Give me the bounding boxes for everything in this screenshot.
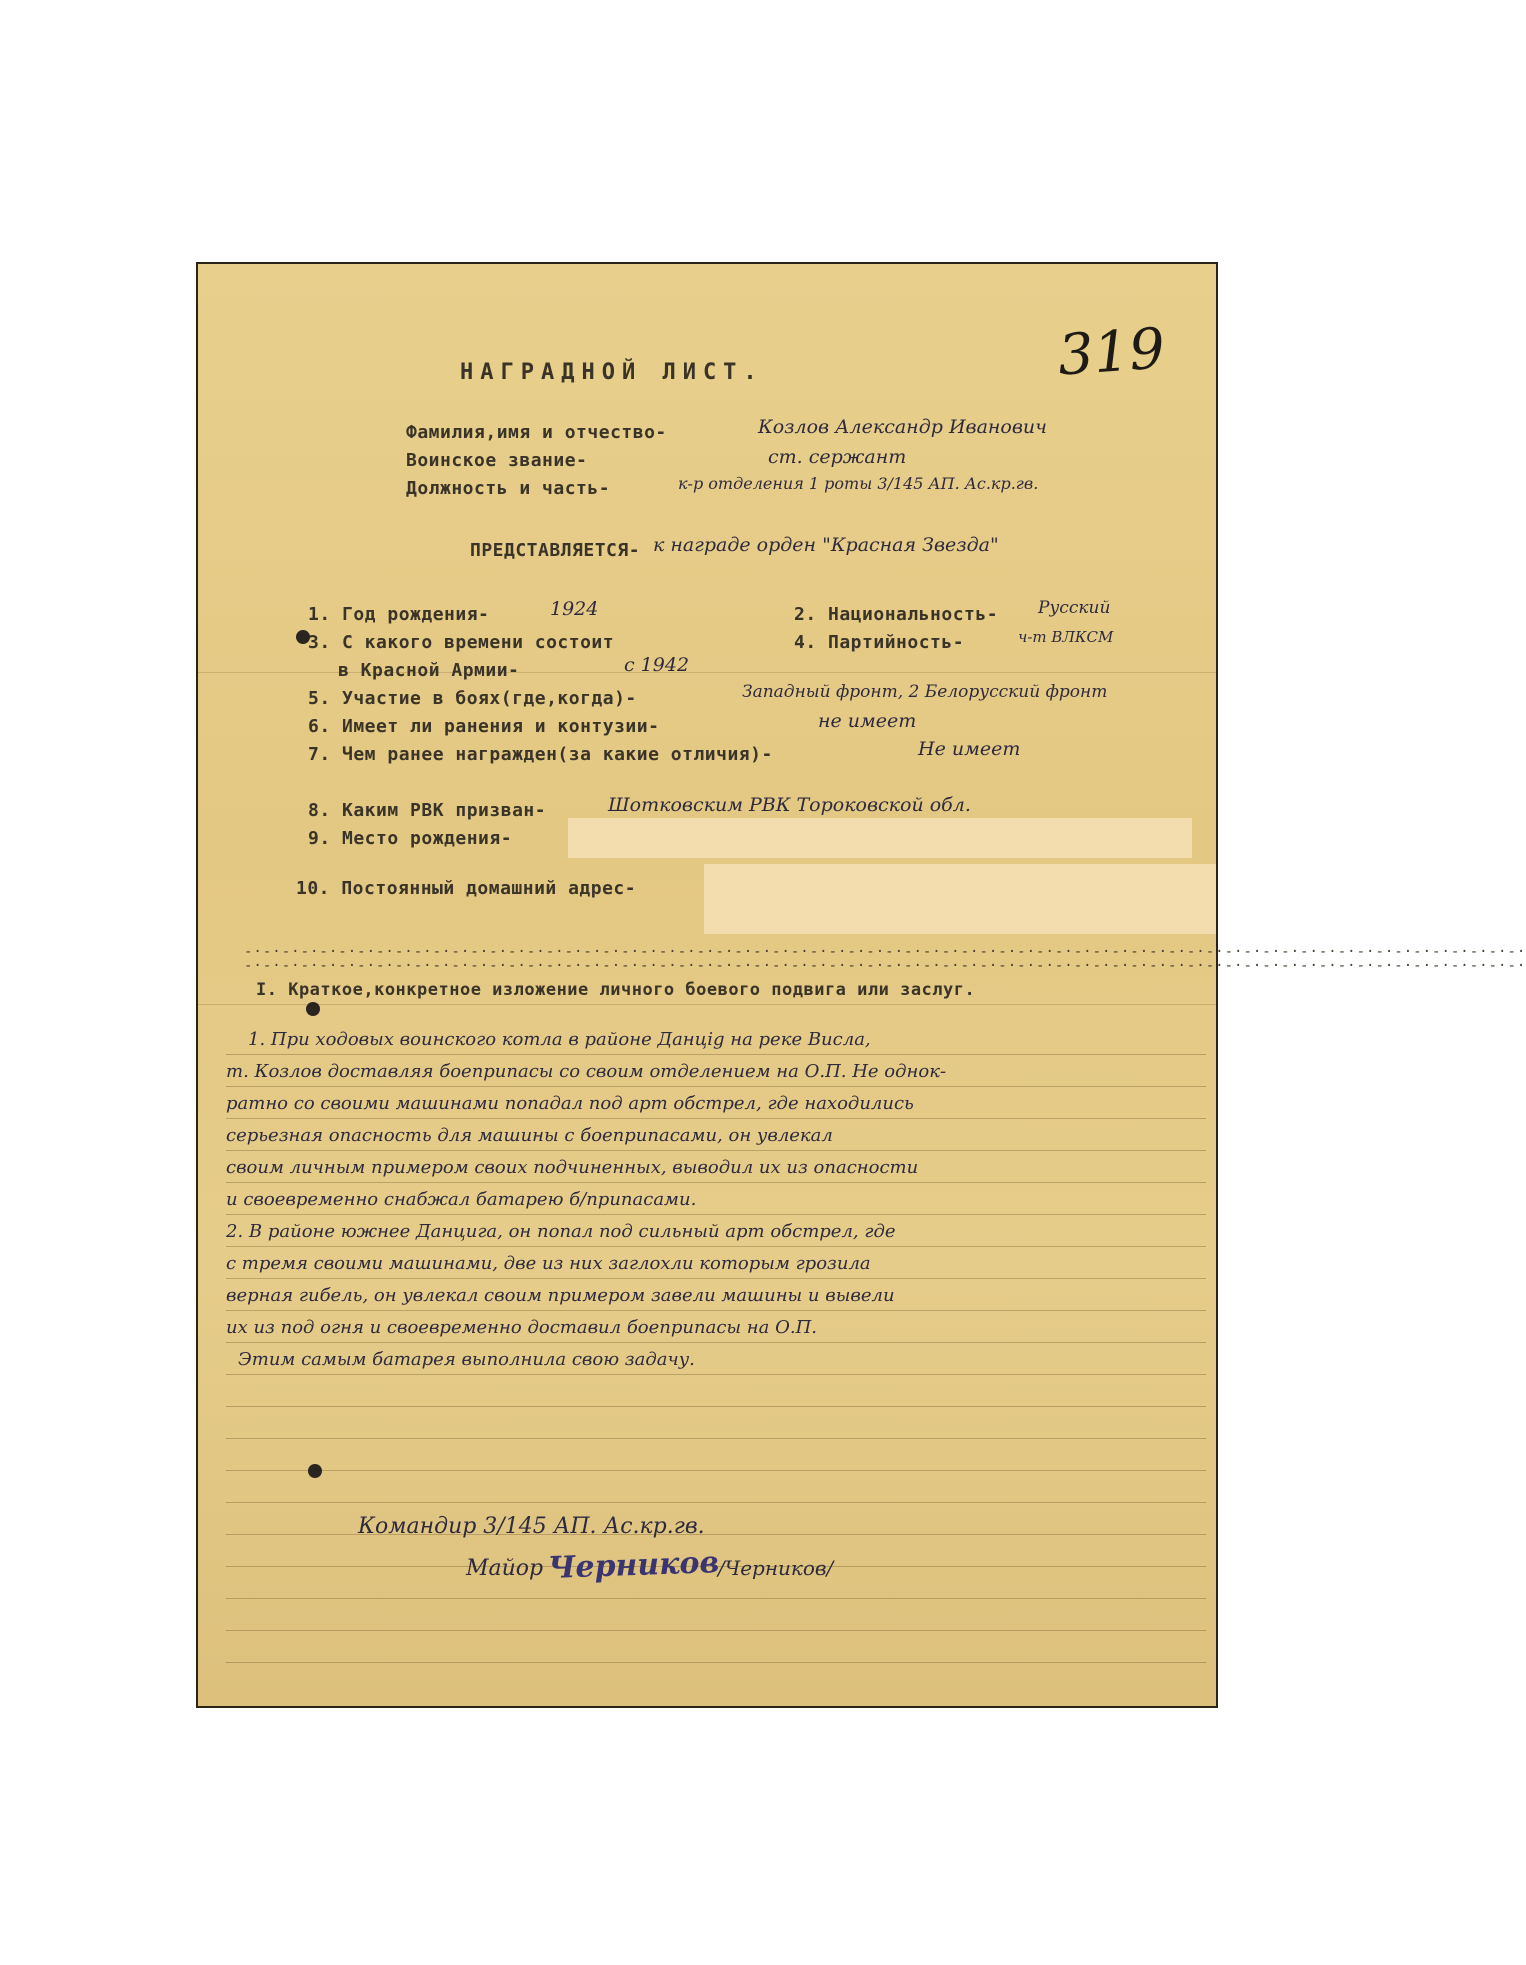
field-7-value: Не имеет bbox=[918, 738, 1021, 760]
narrative-line: с тремя своими машинами, две из них заглохли которым грозила bbox=[226, 1253, 871, 1274]
field-5-label: 5. Участие в боях(где,когда)- bbox=[308, 688, 637, 709]
ruled-line bbox=[226, 1470, 1206, 1471]
ruled-line bbox=[226, 1502, 1206, 1503]
signature-name: /Черников/ bbox=[718, 1556, 834, 1580]
narrative-line: т. Козлов доставляя боеприпасы со своим отделением на О.П. Не однок- bbox=[226, 1061, 947, 1082]
ruled-line bbox=[226, 1150, 1206, 1151]
field-3-label-cont: в Красной Армии- bbox=[338, 660, 520, 681]
ruled-line bbox=[226, 1246, 1206, 1247]
field-6-label: 6. Имеет ли ранения и контузии- bbox=[308, 716, 660, 737]
redacted-area bbox=[568, 818, 1192, 858]
field-2-label: 2. Национальность- bbox=[794, 604, 999, 625]
field-1-label: 1. Год рождения- bbox=[308, 604, 490, 625]
field-2-value: Русский bbox=[1038, 598, 1111, 618]
field-8-label: 8. Каким РВК призван- bbox=[308, 800, 547, 821]
handwritten-signature: Черников bbox=[547, 1545, 720, 1586]
ruled-line bbox=[226, 1214, 1206, 1215]
ruled-line bbox=[226, 1374, 1206, 1375]
ruled-line bbox=[226, 1118, 1206, 1119]
rank-label: Воинское звание- bbox=[406, 450, 588, 471]
ruled-line bbox=[226, 1086, 1206, 1087]
narrative-line: своим личным примером своих подчиненных, выводил их из опасности bbox=[226, 1157, 919, 1178]
field-4-value: ч-т ВЛКСМ bbox=[1018, 628, 1114, 646]
ruled-line bbox=[226, 1438, 1206, 1439]
narrative-line: Этим самым батарея выполнила свою задачу. bbox=[238, 1349, 695, 1370]
name-value: Козлов Александр Иванович bbox=[758, 416, 1047, 438]
narrative-line: верная гибель, он увлекал своим примером завели машины и вывели bbox=[226, 1285, 895, 1306]
ruled-line bbox=[226, 1406, 1206, 1407]
separator-line: -·-·-·-·-·-·-·-·-·-·-·-·-·-·-·-·-·-·-·-·-·-·-·-·-·-·-·-·-·-·-·-·-·-·-·-·-·-·-·-·-·-·-·-·-·-·-·-·-·-·-·-·-·-·-·-·-·-·-·-·-·-·-·-·-·-·-·-· bbox=[244, 958, 1526, 974]
field-9-label: 9. Место рождения- bbox=[308, 828, 513, 849]
field-7-label: 7. Чем ранее награжден(за какие отличия)- bbox=[308, 744, 773, 765]
ruled-line bbox=[226, 1278, 1206, 1279]
narrative-line: 2. В районе южнее Данцига, он попал под сильный арт обстрел, где bbox=[226, 1221, 896, 1242]
field-3-value: с 1942 bbox=[624, 654, 690, 676]
ruled-line bbox=[226, 1310, 1206, 1311]
ruled-line bbox=[226, 1342, 1206, 1343]
narrative-line: ратно со своими машинами попадал под арт обстрел, где находились bbox=[226, 1093, 914, 1114]
position-label: Должность и часть- bbox=[406, 478, 611, 499]
separator-line: -·-·-·-·-·-·-·-·-·-·-·-·-·-·-·-·-·-·-·-·-·-·-·-·-·-·-·-·-·-·-·-·-·-·-·-·-·-·-·-·-·-·-·-·-·-·-·-·-·-·-·-·-·-·-·-·-·-·-·-·-·-·-·-·-·-·-·-· bbox=[244, 944, 1526, 960]
ruled-line bbox=[226, 1630, 1206, 1631]
award-sheet bbox=[196, 262, 1526, 1708]
punch-hole bbox=[306, 1002, 320, 1016]
narrative-line: серьезная опасность для машины с боеприпасами, он увлекал bbox=[226, 1125, 833, 1146]
narrative-line: и своевременно снабжал батарею б/припасами. bbox=[226, 1189, 697, 1210]
document-number: 319 bbox=[1055, 316, 1168, 389]
position-value: к-р отделения 1 роты 3/145 АП. Ас.кр.гв. bbox=[678, 474, 1039, 493]
ruled-line bbox=[226, 1598, 1206, 1599]
signature-rank: Майор bbox=[466, 1556, 544, 1581]
section-title: I. Краткое,конкретное изложение личного боевого подвига или заслуг. bbox=[256, 980, 976, 1000]
signature-line-1: Командир 3/145 АП. Ас.кр.гв. bbox=[358, 1514, 705, 1539]
fold-line bbox=[198, 1004, 1216, 1005]
presented-value: к награде орден "Красная Звезда" bbox=[653, 534, 999, 556]
name-label: Фамилия,имя и отчество- bbox=[406, 422, 667, 443]
ruled-line bbox=[226, 1182, 1206, 1183]
narrative-line: их из под огня и своевременно доставил боеприпасы на О.П. bbox=[226, 1317, 818, 1338]
field-10-label: 10. Постоянный домашний адрес- bbox=[296, 878, 637, 899]
punch-hole bbox=[308, 1464, 322, 1478]
presented-label: ПРЕДСТАВЛЯЕТСЯ- bbox=[470, 540, 641, 561]
document-title: НАГРАДНОЙ ЛИСТ. bbox=[460, 360, 764, 385]
narrative-line: 1. При ходовых воинского котла в районе Данцig на реке Висла, bbox=[248, 1029, 871, 1050]
field-8-value: Шотковским РВК Тороковской обл. bbox=[608, 794, 971, 816]
ruled-line bbox=[226, 1054, 1206, 1055]
field-1-value: 1924 bbox=[550, 598, 599, 620]
rank-value: ст. сержант bbox=[768, 446, 907, 468]
field-3-label: 3. С какого времени состоит bbox=[308, 632, 615, 653]
field-5-value: Западный фронт, 2 Белорусский фронт bbox=[742, 682, 1108, 702]
redacted-area bbox=[704, 864, 1216, 934]
ruled-line bbox=[226, 1662, 1206, 1663]
field-6-value: не имеет bbox=[818, 710, 917, 732]
field-4-label: 4. Партийность- bbox=[794, 632, 965, 653]
